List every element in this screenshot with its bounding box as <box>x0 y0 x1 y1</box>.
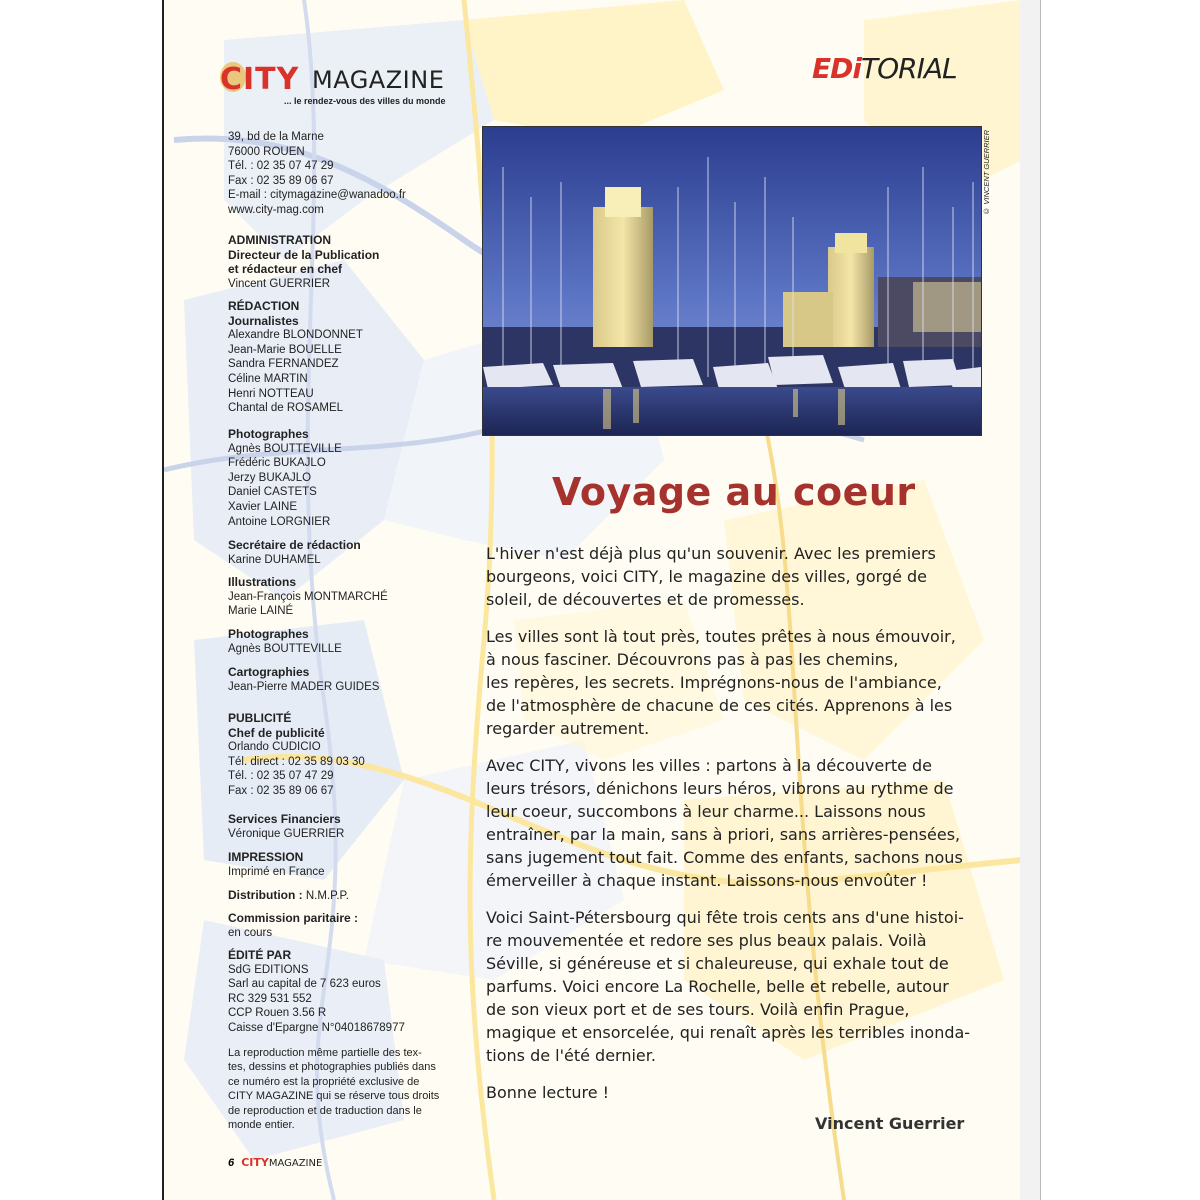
publisher-line: Sarl au capital de 7 623 euros <box>228 978 381 991</box>
masthead-heading: ADMINISTRATION <box>228 233 332 247</box>
masthead-name: Antoine LORGNIER <box>228 515 331 528</box>
contact-line: Fax : 02 35 89 06 67 <box>228 174 334 187</box>
logo-magazine-text: MAGAZINE <box>312 66 445 94</box>
masthead-name: Alexandre BLONDONNET <box>228 329 363 342</box>
text-line: soleil, de découvertes et de promesses. <box>486 590 805 609</box>
publisher-line: SdG EDITIONS <box>228 963 309 976</box>
commission-block <box>228 911 428 940</box>
publisher-line: RC 329 531 552 <box>228 992 312 1005</box>
masthead-redaction <box>228 299 428 416</box>
masthead-phone: Tél. : 02 35 07 47 29 <box>228 770 334 783</box>
publisher-line: Caisse d'Epargne N°04018678977 <box>228 1021 405 1034</box>
legal-line: monde entier. <box>228 1119 295 1132</box>
masthead-name: Frédéric BUKAJLO <box>228 457 326 470</box>
masthead-name: Marie LAINÉ <box>228 605 294 618</box>
masthead-name: Sandra FERNANDEZ <box>228 358 339 371</box>
text-line: leur coeur, succombons à leur charme... Laissons nous <box>486 802 926 821</box>
masthead-name: Agnès BOUTTEVILLE <box>228 642 342 655</box>
legal-line: tes, dessins et photographies publiés dans <box>228 1061 436 1074</box>
text-line: magique et ensorcelée, qui renaît après les terribles inonda- <box>486 1023 971 1042</box>
text-line: L'hiver n'est déjà plus qu'un souvenir. Avec les premiers <box>486 544 936 563</box>
distribution-line <box>228 888 428 904</box>
legal-line: de reproduction et de traduction dans le <box>228 1104 422 1117</box>
text-line: Séville, si généreuse et si chaleureuse, qui exhale tout de <box>486 954 949 973</box>
text-line: de son vieux port et de ses tours. Voilà enfin Prague, <box>486 1000 910 1019</box>
city-magazine-logo <box>220 60 446 108</box>
text-line: de l'atmosphère de chacune de ces cités. Apprenons à les <box>486 696 953 715</box>
la-rochelle-harbour-photo <box>482 126 982 436</box>
distribution-label: Distribution : <box>228 888 303 902</box>
distribution-value: N.M.P.P. <box>305 890 349 902</box>
page-footer <box>228 1156 322 1169</box>
masthead-phone: Tél. direct : 02 35 89 03 30 <box>228 755 365 768</box>
logo-city-text: CITY <box>220 62 300 97</box>
article-title: Voyage au coeur <box>552 470 916 514</box>
masthead-advertising <box>228 711 428 799</box>
legal-line: CITY MAGAZINE qui se réserve tous droits <box>228 1090 440 1103</box>
photo-credit: © VINCENT GUERRIER <box>982 130 991 216</box>
masthead-heading: Services Financiers <box>228 812 341 826</box>
commission-value: en cours <box>228 926 273 939</box>
masthead-heading: PUBLICITÉ <box>228 711 292 725</box>
contact-line: 39, bd de la Marne <box>228 131 324 143</box>
masthead-cartography <box>228 665 428 694</box>
masthead-name: Jean-François MONTMARCHÉ <box>228 590 388 603</box>
page-edge <box>1020 0 1041 1200</box>
text-line: à nous fasciner. Découvrons pas à pas les chemins, <box>486 650 899 669</box>
masthead-heading: Secrétaire de rédaction <box>228 538 361 552</box>
legal-line: La reproduction même partielle des tex- <box>228 1047 422 1059</box>
masthead-secretary <box>228 538 428 567</box>
editorial-body <box>486 542 986 1118</box>
masthead-name: Jean-Marie BOUELLE <box>228 343 342 356</box>
text-line: Voici Saint-Pétersbourg qui fête trois cents ans d'une histoi- <box>486 908 964 927</box>
logo-tagline: ... le rendez-vous des villes du monde <box>284 96 446 106</box>
section-title-rest: TORIAL <box>860 52 957 85</box>
masthead-heading: Illustrations <box>228 575 297 589</box>
paragraph <box>486 906 986 1067</box>
masthead-name: Vincent GUERRIER <box>228 277 331 290</box>
masthead-name: Imprimé en France <box>228 865 325 878</box>
masthead-name: Daniel CASTETS <box>228 486 317 499</box>
paragraph <box>486 542 986 611</box>
masthead-heading: Journalistes <box>228 313 299 328</box>
contact-line: E-mail : citymagazine@wanadoo.fr <box>228 189 406 202</box>
masthead-heading: Photographes <box>228 627 309 641</box>
masthead-illustrations <box>228 575 428 619</box>
paragraph <box>486 754 986 892</box>
text-line: Les villes sont là tout près, toutes prêtes à nous émouvoir, <box>486 627 956 646</box>
masthead-name: Jerzy BUKAJLO <box>228 471 312 484</box>
page-number: 6 <box>228 1157 235 1169</box>
text-line: entraîner, par la main, sans à priori, sans arrières-pensées, <box>486 825 961 844</box>
legal-line: ce numéro est la propriété exclusive de <box>228 1075 420 1088</box>
masthead-phone: Fax : 02 35 89 06 67 <box>228 784 334 797</box>
masthead-heading: Directeur de la Publication <box>228 247 380 262</box>
masthead-heading: Cartographies <box>228 665 310 679</box>
text-line: leurs trésors, dénichons leurs héros, vibrons au rythme de <box>486 779 954 798</box>
author-signature: Vincent Guerrier <box>815 1114 965 1133</box>
masthead-heading: Photographes <box>228 427 309 441</box>
text-line: parfums. Voici encore La Rochelle, belle et rebelle, autour <box>486 977 949 996</box>
masthead-name: Henri NOTTEAU <box>228 387 314 400</box>
closing-line: Bonne lecture ! <box>486 1083 610 1102</box>
publisher-block <box>228 948 428 1036</box>
masthead-name: Véronique GUERRIER <box>228 827 345 840</box>
footer-city: CITY <box>241 1156 269 1169</box>
text-line: les repères, les secrets. Imprégnons-nous de l'ambiance, <box>486 673 942 692</box>
text-line: bourgeons, voici CITY, le magazine des villes, gorgé de <box>486 567 928 586</box>
paragraph <box>486 625 986 740</box>
publisher-heading: ÉDITÉ PAR <box>228 948 292 962</box>
masthead-name: Agnès BOUTTEVILLE <box>228 442 342 455</box>
masthead-name: Céline MARTIN <box>228 372 308 385</box>
masthead-administration <box>228 233 428 291</box>
masthead-heading: Chef de publicité <box>228 725 325 740</box>
commission-label: Commission paritaire : <box>228 911 359 925</box>
masthead-name: Orlando CUDICIO <box>228 741 321 754</box>
masthead-heading: RÉDACTION <box>228 299 300 313</box>
masthead-finance <box>228 812 428 841</box>
text-line: Avec CITY, vivons les villes : partons à la découverte de <box>486 756 933 775</box>
masthead-name: Karine DUHAMEL <box>228 553 321 566</box>
legal-notice <box>228 1046 440 1132</box>
contact-line: www.city-mag.com <box>228 203 324 216</box>
paragraph <box>486 1081 986 1104</box>
contact-line: Tél. : 02 35 07 47 29 <box>228 160 334 173</box>
text-line: émerveiller à chaque instant. Laissons-nous envoûter ! <box>486 871 928 890</box>
masthead-photographers-2 <box>228 627 428 656</box>
masthead-printing <box>228 850 428 879</box>
contact-block <box>228 130 428 218</box>
text-line: sans jugement tout fait. Comme des enfants, sachons nous <box>486 848 963 867</box>
footer-magazine: MAGAZINE <box>268 1158 323 1169</box>
masthead-name: Xavier LAINE <box>228 500 298 513</box>
masthead-name: Chantal de ROSAMEL <box>228 402 344 415</box>
section-title-accent: EDi <box>812 52 861 85</box>
publisher-line: CCP Rouen 3.56 R <box>228 1007 327 1020</box>
masthead-photographers <box>228 427 428 529</box>
text-line: regarder autrement. <box>486 719 650 738</box>
text-line: re mouvementée et redore ses plus beaux palais. Voilà <box>486 931 927 950</box>
harbour-night-image <box>483 127 981 435</box>
section-title-editorial <box>812 52 957 85</box>
contact-line: 76000 ROUEN <box>228 145 305 158</box>
text-line: tions de l'été dernier. <box>486 1046 656 1065</box>
masthead-heading: et rédacteur en chef <box>228 262 343 277</box>
masthead-name: Jean-Pierre MADER GUIDES <box>228 680 380 693</box>
masthead-heading: IMPRESSION <box>228 850 304 864</box>
